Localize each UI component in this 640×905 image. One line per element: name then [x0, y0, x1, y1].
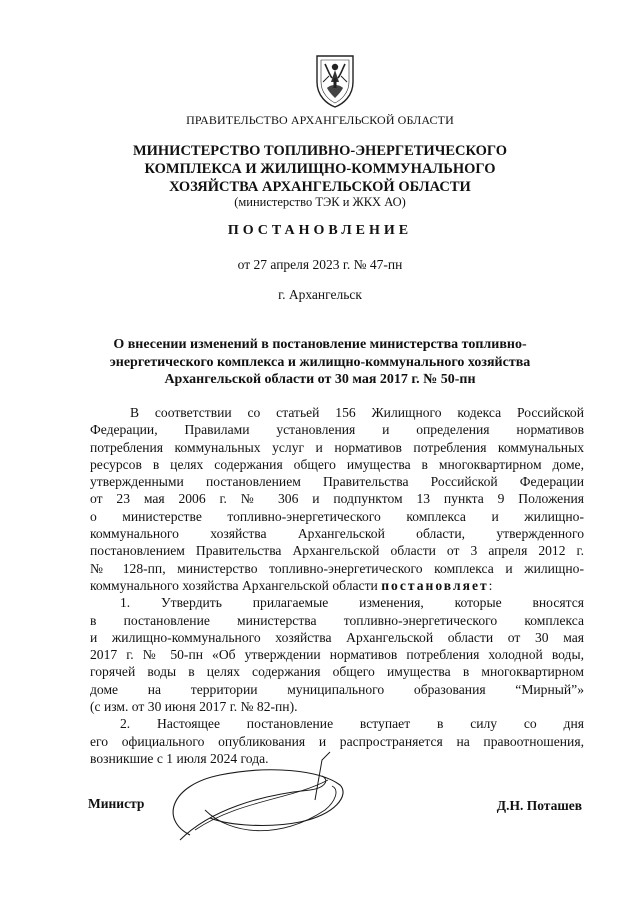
signer-position: Министр [88, 796, 145, 811]
body-line: утвержденными постановлением Правительства Российской Федерации [90, 474, 584, 490]
title-line: Архангельской области от 30 мая 2017 г. № 50-пн [164, 372, 476, 387]
item-1-line: доме на территории муниципального образования “Мирный”» [90, 681, 584, 697]
body-text: коммунального хозяйства Архангельской области [90, 577, 378, 593]
body-line: № 128-пп, министерство топливно-энергетического комплекса и жилищно- [90, 560, 584, 576]
item-1-line: в постановление министерства топливно-энергетического комплекса [90, 612, 584, 628]
body-line: о министерстве топливно-энергетического комплекса и жилищно- [90, 508, 584, 524]
document-date-number: от 27 апреля 2023 г. № 47-пн [237, 257, 403, 272]
body-line: Федерации, Правилами установления и определения нормативов [90, 422, 584, 438]
decree-colon: : [488, 577, 493, 593]
document-type: ПОСТАНОВЛЕНИЕ [227, 223, 413, 238]
body-line: от 23 мая 2006 г. № 306 и подпунктом 13 пункта 9 Положения [90, 491, 584, 507]
document-city: г. Архангельск [278, 287, 362, 302]
ministry-line: МИНИСТЕРСТВО ТОПЛИВНО-ЭНЕРГЕТИЧЕСКОГО [132, 143, 508, 159]
government-name: ПРАВИТЕЛЬСТВО АРХАНГЕЛЬСКОЙ ОБЛАСТИ [186, 113, 454, 127]
ministry-short-name: (министерство ТЭК и ЖКХ АО) [234, 195, 406, 209]
title-line: О внесении изменений в постановление министерства топливно- [113, 337, 527, 352]
decree-word: постановляет [381, 577, 489, 593]
signer-name: Д.Н. Поташев [496, 798, 582, 813]
item-2-line: 2. Настоящее постановление вступает в силу со дня [120, 716, 584, 732]
body-line: ресурсов в целях содержания общего имущества в многоквартирном доме, [90, 456, 584, 472]
ministry-line: ХОЗЯЙСТВА АРХАНГЕЛЬСКОЙ ОБЛАСТИ [169, 179, 471, 195]
item-2-line: возникшие с 1 июля 2024 года. [90, 750, 269, 766]
document-title [0, 336, 640, 389]
body-line: потребления коммунальных услуг и нормативов потребления коммунальных [90, 439, 584, 455]
coat-of-arms-icon [313, 52, 357, 108]
signature-icon [150, 740, 360, 860]
item-2-line: его официального опубликования и распространяется на правоотношения, [90, 733, 584, 749]
item-1-line: (с изм. от 30 июня 2017 г. № 82-пн). [90, 699, 298, 715]
document-body [90, 404, 584, 767]
body-line: В соответствии со статьей 156 Жилищного кодекса Российской [130, 405, 584, 420]
body-line: коммунального хозяйства Архангельской области, утвержденного [90, 526, 584, 542]
item-1-line: 1. Утвердить прилагаемые изменения, которые вносятся [120, 595, 584, 611]
ministry-name [0, 142, 640, 196]
title-line: энергетического комплекса и жилищно-коммунального хозяйства [109, 354, 531, 370]
body-line: постановлением Правительства Архангельской области от 3 апреля 2012 г. [90, 543, 584, 559]
body-line-decree [90, 577, 584, 594]
item-1-line: горячей воды в целях содержания общего имущества в многоквартирном [90, 664, 584, 680]
ministry-line: КОМПЛЕКСА И ЖИЛИЩНО-КОММУНАЛЬНОГО [144, 161, 496, 177]
item-1-line: и жилищно-коммунального хозяйства Архангельской области от 30 мая [90, 629, 584, 645]
item-1-line: 2017 г. № 50-пн «Об утверждении нормативов потребления холодной воды, [90, 647, 584, 663]
